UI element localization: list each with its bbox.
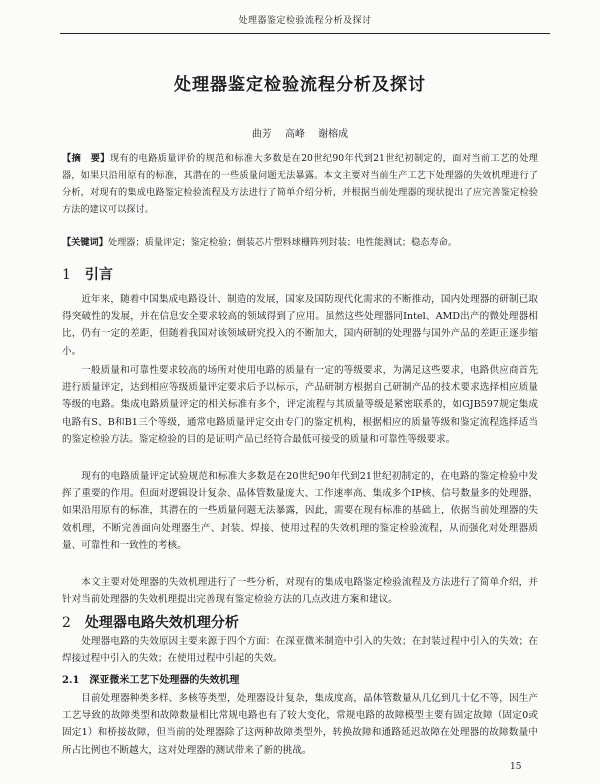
abstract-label: 【摘 要】 [62, 153, 110, 164]
paragraph: 近年来，随着中国集成电路设计、制造的发展，国家及国防现代化需求的不断推动，国内处理器的研制已取得突破性的发展，并在信息安全要求较高的领域得到了应用。虽然这些处理器同Intel、AMD出产的微处理器相比，仍有一定的差距，但随着我国对该领域研究投入的不断加大，国内研制的处理器与国外产品的差距正逐步缩小。 [62, 294, 538, 357]
section-number: 2 [62, 615, 71, 631]
section-title: 引言 [84, 267, 113, 283]
section-number: 2.1 [62, 675, 80, 686]
paragraph: 现有的电路质量评定试验规范和标准大多数是在20世纪90年代到21世纪初制定的，在电路的鉴定检验中发挥了重要的作用。但面对逻辑设计复杂、晶体管数量庞大、工作速率高、集成多个IP核、信号数量多的处理器，如果沿用原有的标准，其潜在的一些质量问题无法暴露，因此，需要在现有标准的基础上，依据当前处理器的失效机理，不断完善面向处理器生产、封装、焊接、使用过程的失效机理的鉴定检验流程，从而强化对处理器质量、可靠性和一致性的考核。 [62, 471, 538, 551]
paragraph: 一般质量和可靠性要求较高的场所对使用电路的质量有一定的等级要求，为满足这些要求，电路供应商首先进行质量评定，达到相应等级质量评定要求后予以标示，产品研制方根据自己研制产品的技术要求选择相应质量等级的电路。集成电路质量评定的相关标准有多个，评定流程与其质量等级是紧密联系的，如GJB597规定集成电路有S、B和B1三个等级，通常电路质量评定交由专门的鉴定机构，根据相应的质量等级和鉴定流程选择适当的鉴定检验方法。鉴定检验的目的是证明产品已经符合最低可接受的质量和可靠性等级要求。 [62, 365, 538, 445]
keywords-text: 处理器；质量评定；鉴定检验；倒装芯片塑料球栅阵列封装；电性能测试；稳态寿命。 [107, 237, 458, 248]
paragraph: 本文主要对处理器的失效机理进行了一些分析，对现有的集成电路鉴定检验流程及方法进行了简单介绍，并针对当前处理器的失效机理提出完善现有鉴定检验方法的几点改进方案和建议。 [62, 577, 538, 606]
section-2-heading [62, 612, 239, 632]
paper-title: 处理器鉴定检验流程分析及探讨 [174, 75, 426, 95]
abstract [62, 150, 538, 218]
keywords-label: 【关键词】 [62, 237, 108, 248]
running-header: 处理器鉴定检验流程分析及探讨 [60, 13, 550, 34]
paragraph: 处理器电路的失效原因主要来源于四个方面：在深亚微米制造中引入的失效；在封装过程中引入的失效；在焊接过程中引入的失效；在使用过程中引起的失效。 [62, 636, 538, 665]
section-number: 1 [62, 267, 71, 283]
paragraph: 目前处理器种类多样、多核等类型，处理器设计复杂，集成度高，晶体管数量从几亿到几十亿不等，因生产工艺导致的故障类型和故障数量相比常规电路也有了较大变化，常规电路的故障模型主要有固定故障（固定0或固定1）和桥接故障，但当前的处理器除了这两种故障类型外，转换故障和通路延迟故障在处理器的故障数量中所占比例也不断越大，这对处理器的测试带来了新的挑战。 [62, 693, 538, 756]
section-1-heading [62, 264, 113, 284]
section-title: 处理器电路失效机理分析 [84, 615, 239, 631]
section-title: 深亚微米工艺下处理器的失效机理 [89, 675, 240, 686]
abstract-text: 现有的电路质量评价的规范和标准大多数是在20世纪90年代到21世纪初制定的，面对当前工艺的处理器，如果只沿用原有的标准，其潜在的一些质量问题无法暴露。本文主要对当前生产工艺下处理器的失效机理进行了分析，对现有的集成电路鉴定检验流程及方法进行了简单介绍分析，并根据当前处理器的现状提出了应完善鉴定检验方法的建议可以探讨。 [62, 153, 538, 215]
keywords [62, 234, 538, 251]
section-2-1-heading [62, 671, 239, 686]
page-number: 15 [510, 762, 522, 772]
author-list: 曲芳 高峰 谢榕成 [251, 129, 349, 140]
